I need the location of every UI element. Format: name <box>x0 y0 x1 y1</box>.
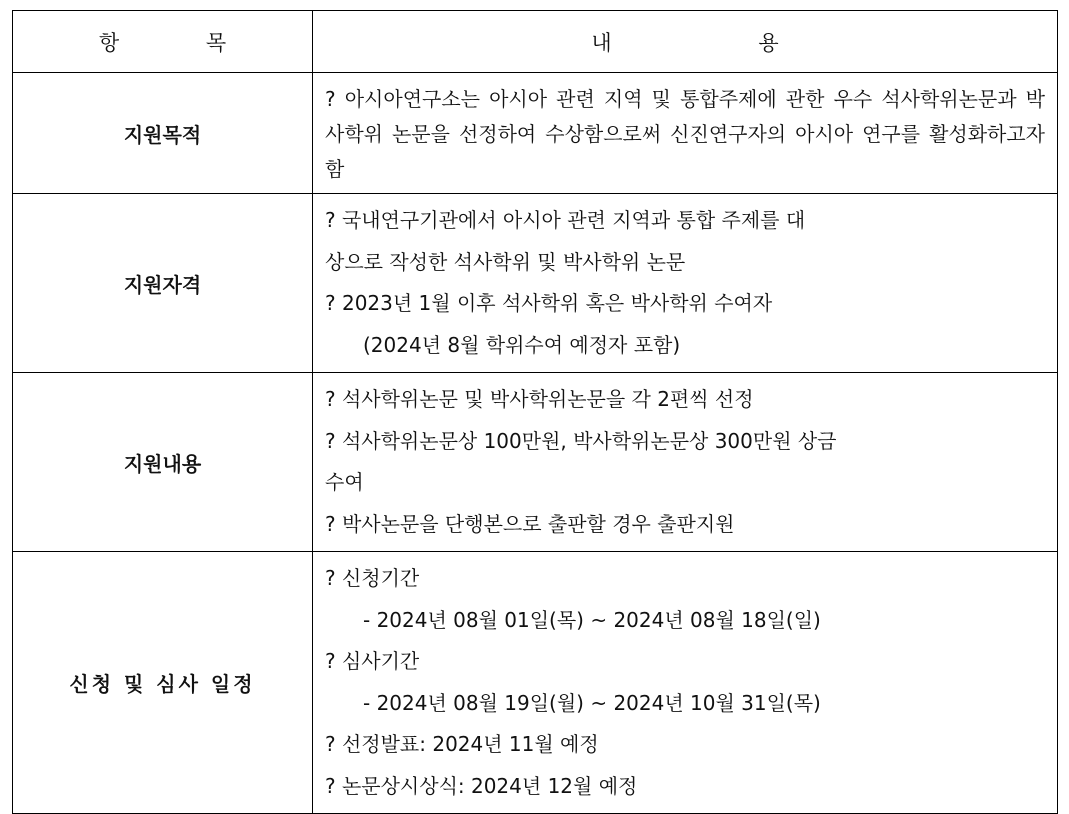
list-item: ? 신청기간 <box>325 566 420 590</box>
row-label-eligibility: 지원자격 <box>13 194 313 373</box>
table-row <box>13 373 1058 552</box>
list-item: ? 심사기간 <box>325 649 420 673</box>
list-item: ? 석사학위논문 및 박사학위논문을 각 2편씩 선정 <box>325 387 754 411</box>
list-item: 상으로 작성한 석사학위 및 박사학위 논문 <box>325 249 686 274</box>
row-content-support <box>313 373 1058 552</box>
list-item: ? 박사논문을 단행본으로 출판할 경우 출판지원 <box>325 511 735 536</box>
purpose-paragraph: ? 아시아연구소는 아시아 관련 지역 및 통합주제에 관한 우수 석사학위논문과 박사학위 논문을 선정하여 수상함으로써 신진연구자의 아시아 연구를 활성화하고자 함 <box>325 87 1045 181</box>
row-content-eligibility <box>313 194 1058 373</box>
header-row <box>13 11 1058 73</box>
list-item: ? 논문상시상식: 2024년 12월 예정 <box>325 773 638 798</box>
table-row <box>13 73 1058 194</box>
info-table <box>12 10 1058 814</box>
list-item: - 2024년 08월 01일(목) ~ 2024년 08월 18일(일) <box>363 607 821 632</box>
row-content-schedule <box>313 552 1058 814</box>
row-label-support: 지원내용 <box>13 373 313 552</box>
row-content-purpose <box>313 73 1058 194</box>
header-content-text: 내 용 <box>591 30 849 55</box>
list-item: ? 국내연구기관에서 아시아 관련 지역과 통합 주제를 대 <box>325 208 806 232</box>
list-item: ? 석사학위논문상 100만원, 박사학위논문상 300만원 상금 <box>325 428 837 453</box>
list-item: - 2024년 08월 19일(월) ~ 2024년 10월 31일(목) <box>363 690 821 715</box>
row-label-purpose: 지원목적 <box>13 73 313 194</box>
list-item: (2024년 8월 학위수여 예정자 포함) <box>363 332 681 357</box>
list-item: ? 선정발표: 2024년 11월 예정 <box>325 732 599 756</box>
header-item-text: 항 목 <box>98 30 267 55</box>
list-item: ? 2023년 1월 이후 석사학위 혹은 박사학위 수여자 <box>325 291 773 315</box>
list-item: 수여 <box>325 470 364 494</box>
row-label-schedule: 신청 및 심사 일정 <box>13 552 313 814</box>
table-row <box>13 552 1058 814</box>
header-content <box>313 11 1058 73</box>
table-row <box>13 194 1058 373</box>
header-item <box>13 11 313 73</box>
